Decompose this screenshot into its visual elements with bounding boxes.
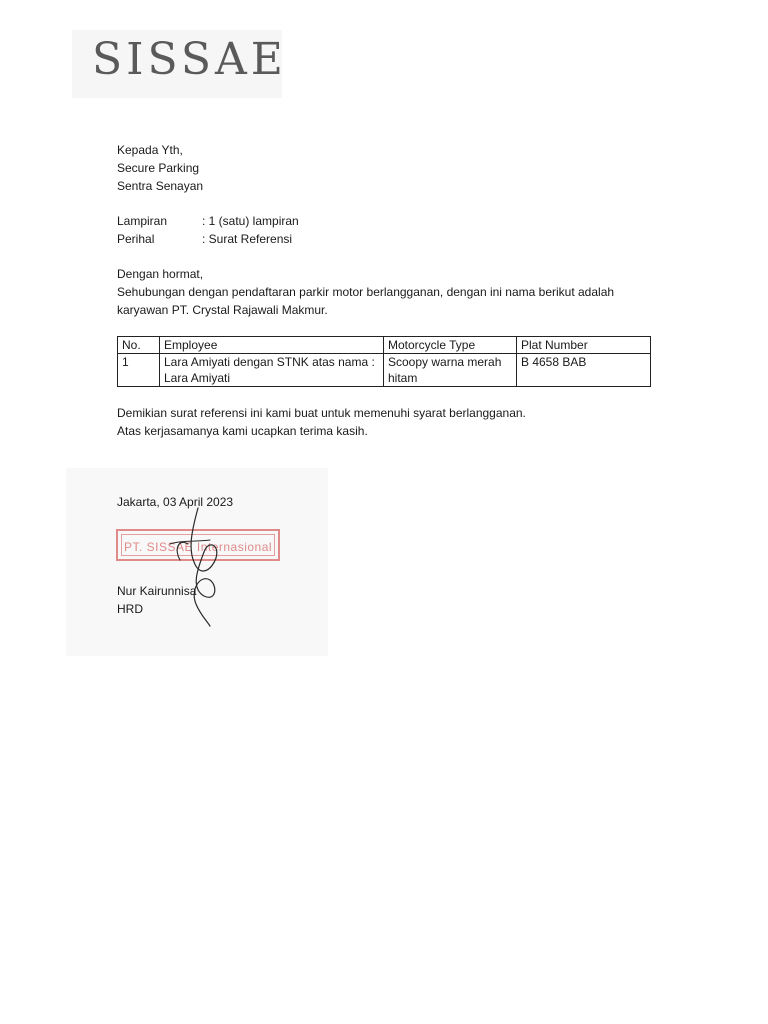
- recipient-line-1: Kepada Yth,: [117, 143, 183, 157]
- closing-line-1: Demikian surat referensi ini kami buat untuk memenuhi syarat berlangganan.: [117, 406, 526, 420]
- stamp-text: PT. SISSAE Internasional: [124, 540, 273, 554]
- cell-no: 1: [118, 354, 160, 387]
- cell-employee: [160, 354, 384, 387]
- recipient-line-3: Sentra Senayan: [117, 179, 204, 193]
- intro-line-2: karyawan PT. Crystal Rajawali Makmur.: [117, 303, 328, 317]
- handwritten-signature: [160, 500, 230, 630]
- company-logo: SISSAE: [92, 34, 287, 85]
- cell-plat-number: B 4658 BAB: [517, 354, 651, 387]
- employee-line-2: Lara Amiyati: [164, 371, 231, 385]
- header-motorcycle-type: Motorcycle Type: [384, 337, 517, 354]
- signer-title: HRD: [117, 602, 143, 616]
- type-line-1: Scoopy warna merah: [388, 355, 502, 369]
- cell-motorcycle-type: [384, 354, 517, 387]
- recipient-line-2: Secure Parking: [117, 161, 200, 175]
- header-plat-number: Plat Number: [517, 337, 651, 354]
- table-row: [118, 354, 651, 387]
- employee-line-1: Lara Amiyati dengan STNK atas nama :: [164, 355, 375, 369]
- employee-table: [117, 336, 651, 387]
- lampiran-row: [117, 212, 299, 230]
- header-no: No.: [118, 337, 160, 354]
- lampiran-label: Lampiran: [117, 214, 168, 228]
- type-line-2: hitam: [388, 371, 418, 385]
- table-header-row: [118, 337, 651, 354]
- greeting: Dengan hormat,: [117, 267, 204, 281]
- closing-line-2: Atas kerjasamanya kami ucapkan terima kasih.: [117, 424, 368, 438]
- place-date: Jakarta, 03 April 2023: [117, 495, 234, 509]
- lampiran-value: : 1 (satu) lampiran: [202, 214, 299, 228]
- perihal-row: [117, 230, 292, 248]
- perihal-label: Perihal: [117, 232, 155, 246]
- intro-line-1: Sehubungan dengan pendaftaran parkir motor berlangganan, dengan ini nama berikut adalah: [117, 285, 615, 299]
- signer-name: Nur Kairunnisa: [117, 584, 197, 598]
- header-employee: Employee: [160, 337, 384, 354]
- perihal-value: : Surat Referensi: [202, 232, 293, 246]
